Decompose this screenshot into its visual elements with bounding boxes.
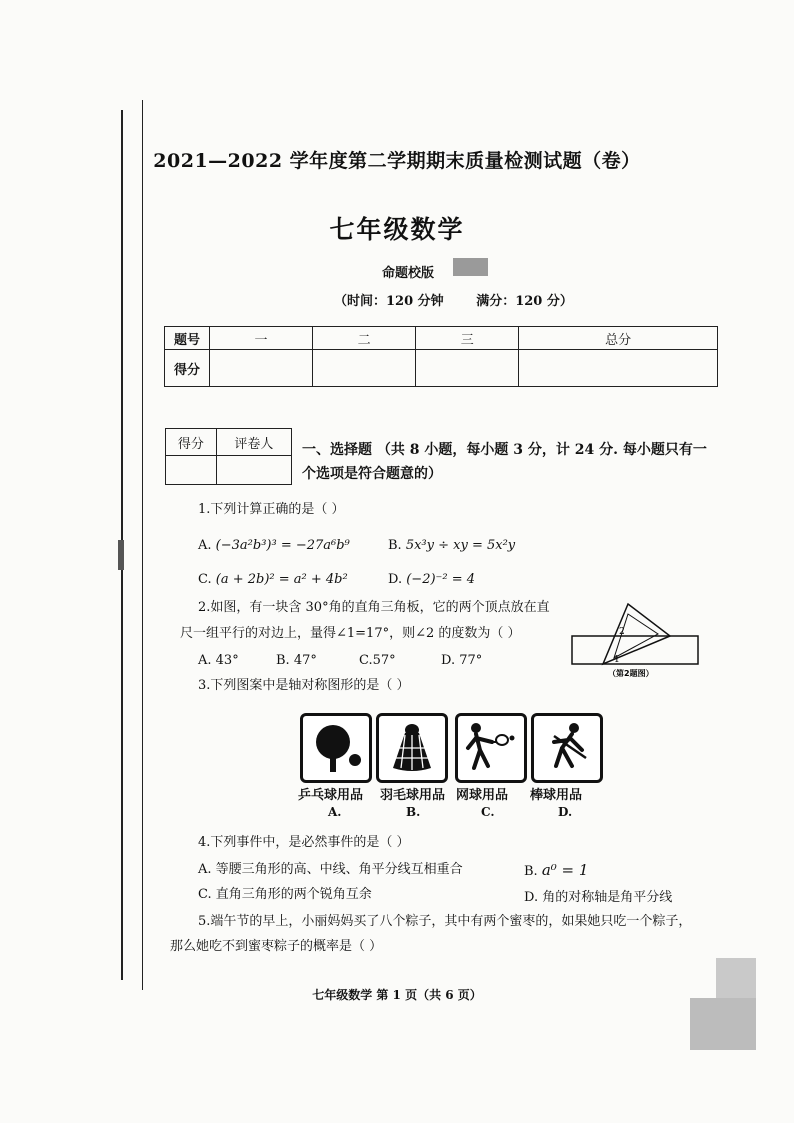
q2-option-b: B. 47° [276, 653, 317, 668]
q3-stem: 3.下列图案中是轴对称图形的是（ ） [198, 678, 410, 693]
q1-a-expr: (−3a²b³)³ = −27a⁶b⁹ [215, 538, 350, 553]
time-limit: （时间：120 分钟 [334, 294, 444, 309]
score-table [164, 326, 718, 387]
q4-stem: 4.下列事件中，是必然事件的是（ ） [198, 835, 410, 850]
q2-option-a: A. 43° [198, 653, 239, 668]
score-cell-3[interactable] [416, 350, 519, 387]
q2-stem-line1: 2.如图，有一块含 30°角的直角三角板，它的两个顶点放在直 [198, 600, 550, 615]
q1-option-a [198, 536, 350, 556]
q2-figure-caption: （第2题图） [608, 669, 654, 678]
page-footer: 七年级数学 第 1 页（共 6 页） [312, 988, 482, 1002]
q1-a-label: A. [198, 538, 212, 553]
score-cell-2[interactable] [313, 350, 416, 387]
scan-artifact-2 [690, 998, 756, 1050]
q2-option-c: C.57° [359, 653, 396, 668]
angle-2-label: 2 [619, 627, 625, 637]
q5-line2: 那么她吃不到蜜枣粽子的概率是（ ） [170, 939, 383, 954]
q1-option-c [198, 570, 348, 590]
q4-option-b [524, 860, 588, 882]
q2-option-d: D. 77° [441, 653, 483, 668]
tennis-icon [455, 713, 527, 783]
score-cell-total[interactable] [519, 350, 718, 387]
scan-smudge [118, 540, 124, 570]
q4-b-expr: a⁰ = 1 [541, 861, 589, 879]
q4-b-label: B. [524, 864, 538, 879]
angle-1-label: 1 [614, 655, 620, 665]
full-score: 满分：120 分） [476, 294, 573, 309]
q1-c-expr: (a + 2b)² = a² + 4b² [215, 572, 348, 587]
subject-title: 七年级数学 [329, 215, 465, 244]
score-table-col-1: 一 [210, 327, 313, 350]
redacted-school-name [453, 258, 488, 276]
q3-letter-d: D. [558, 805, 573, 819]
caption-baseball: 棒球用品 [530, 788, 583, 803]
q5-line1: 5.端午节的早上，小丽妈妈买了八个粽子，其中有两个蜜枣的，如果她只吃一个粽子， [198, 914, 692, 929]
section-heading: 一、选择题 （共 8 小题，每小题 3 分，计 24 分. 每小题只有一个选项是符合题意的） [302, 442, 707, 482]
q1-d-expr: (−2)⁻² = 4 [406, 572, 476, 587]
grader-table [165, 428, 292, 485]
q1-option-d [388, 570, 475, 590]
score-table-col-2: 二 [313, 327, 416, 350]
q1-d-label: D. [388, 572, 403, 587]
score-table-col-total: 总分 [519, 327, 718, 350]
caption-badminton: 羽毛球用品 [380, 788, 446, 803]
score-cell-1[interactable] [210, 350, 313, 387]
q2-stem-line2: 尺一组平行的对边上，量得∠1=17°，则∠2 的度数为（ ） [180, 626, 521, 641]
q1-b-expr: 5x³y ÷ xy = 5x²y [405, 538, 516, 553]
q4-option-c: C. 直角三角形的两个锐角互余 [198, 887, 372, 902]
score-table-col-3: 三 [416, 327, 519, 350]
baseball-icon [531, 713, 603, 783]
grader-score-header: 得分 [166, 429, 217, 456]
q1-stem: 1.下列计算正确的是（ ） [198, 502, 345, 517]
score-table-row-label: 得分 [165, 350, 210, 387]
q3-letter-a: A. [328, 805, 342, 819]
q4-option-a: A. 等腰三角形的高、中线、角平分线互相重合 [198, 862, 463, 877]
grader-score-cell[interactable] [166, 456, 217, 485]
exam-title: 2021—2022 学年度第二学期期末质量检测试题（卷） [153, 150, 641, 172]
badminton-icon [376, 713, 448, 783]
score-table-header-number: 题号 [165, 327, 210, 350]
q2-figure [566, 600, 706, 680]
q1-option-b [388, 536, 515, 556]
q1-c-label: C. [198, 572, 212, 587]
caption-tennis: 网球用品 [456, 788, 509, 803]
edition-label: 命题校版 [382, 266, 435, 281]
caption-ping-pong: 乒乓球用品 [298, 788, 364, 803]
grader-name-cell[interactable] [216, 456, 291, 485]
q3-letter-c: C. [481, 805, 495, 819]
q4-option-d: D. 角的对称轴是角平分线 [524, 890, 673, 905]
grader-name-header: 评卷人 [216, 429, 291, 456]
q3-letter-b: B. [406, 805, 421, 819]
time-info [334, 290, 601, 309]
q1-b-label: B. [388, 538, 402, 553]
ping-pong-icon [300, 713, 372, 783]
